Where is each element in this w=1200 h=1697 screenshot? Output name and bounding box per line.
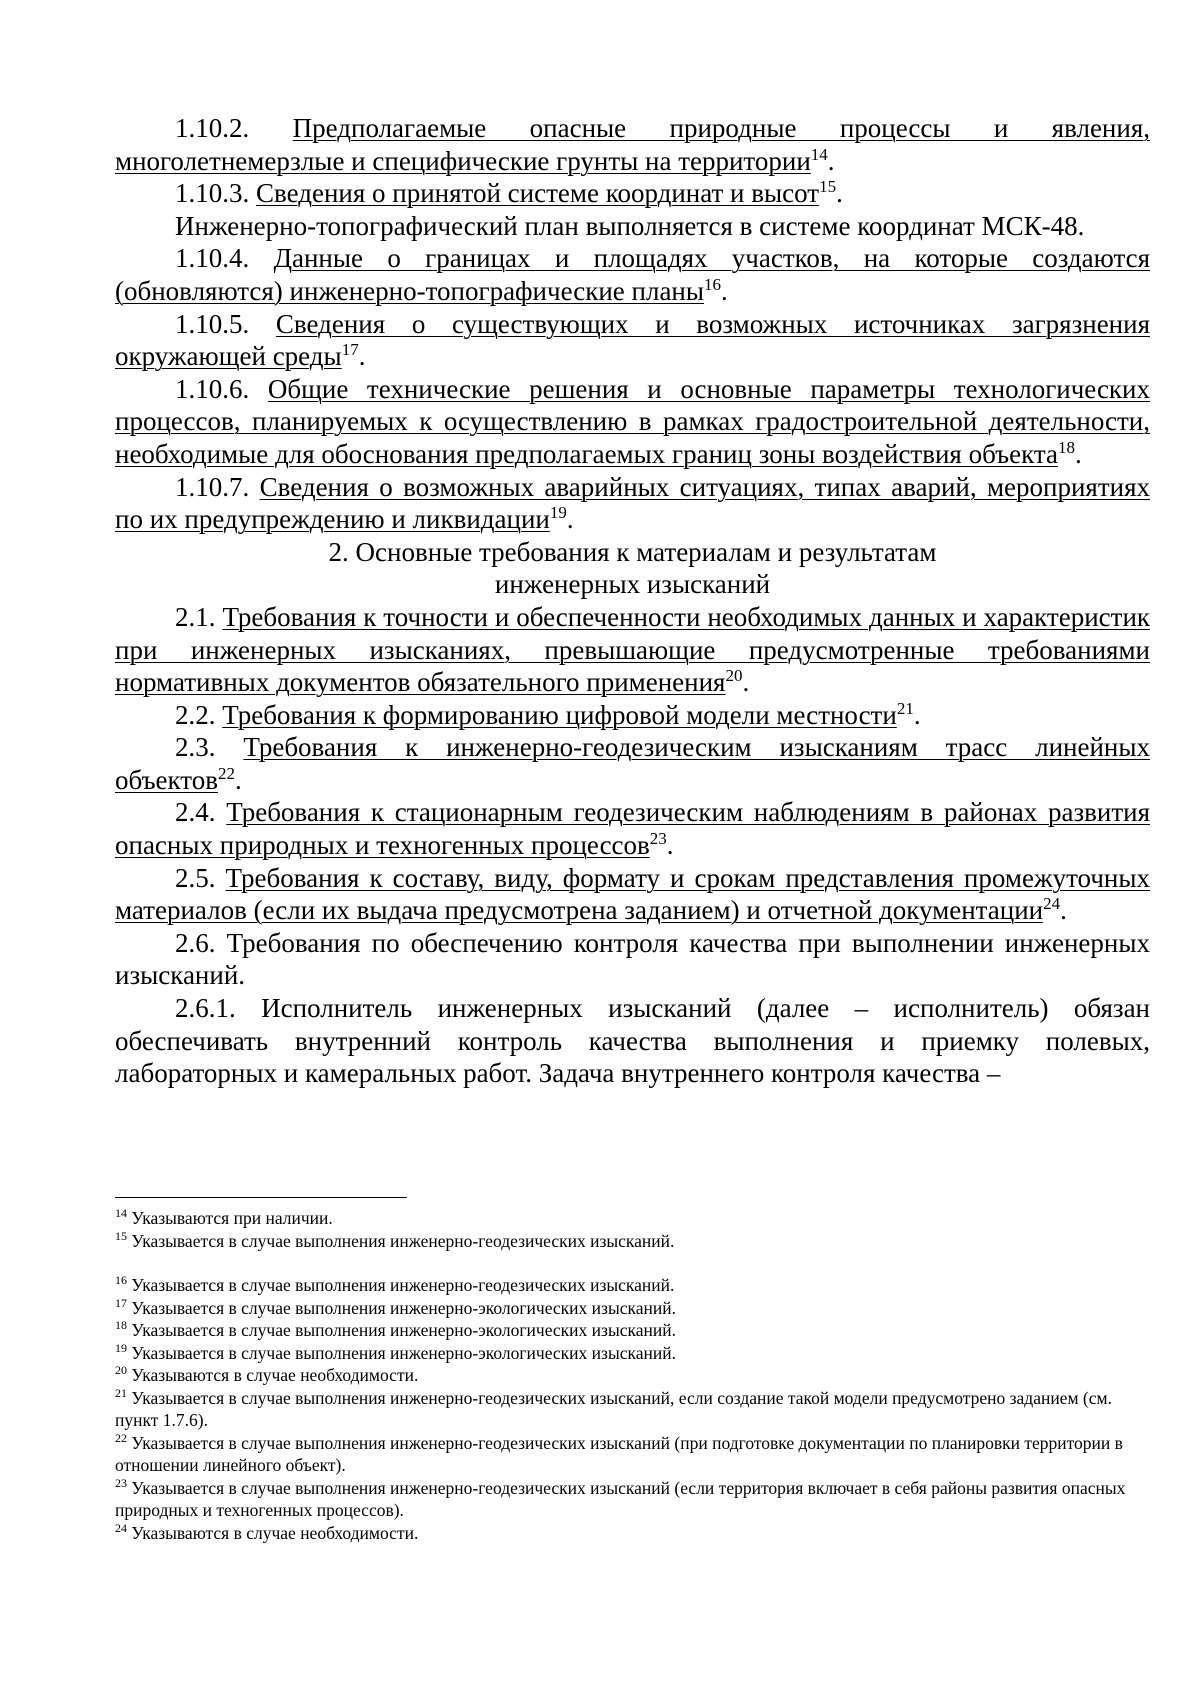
footnote-14: $^{14}$ Указываются при наличии.: [115, 1206, 333, 1228]
paragraph-text: Сведения о возможных аварийных ситуациях, типах аварий, мероприятиях по их предупреждению и ликвидации: [115, 471, 1151, 535]
paragraph-text: Требования к стационарным геодезическим наблюдениям в районах развития опасных природных и техногенных процессов: [115, 797, 1151, 861]
footnote-separator: [115, 1197, 407, 1198]
paragraph-text: Требования к формированию цифровой модели местности: [222, 699, 897, 730]
footnotes: [115, 1207, 1150, 1544]
footnote-20: $^{20}$ Указываются в случае необходимости.: [115, 1363, 419, 1385]
paragraph-2-6-1: 2.6.1. Исполнитель инженерных изысканий (далее – исполнитель) обязан обеспечивать внутренний контроль качества выполнения и приемку полевых, лабораторных и камеральных работ. Задача внутреннего контроля качества –: [115, 993, 1151, 1089]
paragraph-text: Требования по обеспечению контроля качества при выполнении инженерных изысканий.: [115, 927, 1151, 991]
footnote-19: $^{19}$ Указывается в случае выполнения инженерно-экологических изысканий.: [115, 1340, 676, 1363]
footnote-ref: 14: [810, 144, 828, 164]
paragraph-2-3: 2.3. Требования к инженерно-геодезическим изысканиям трасс линейных объектов$^{22}$.: [115, 732, 1151, 795]
footnote-ref: 21: [896, 698, 914, 718]
paragraph-text: Требования к составу, виду, формату и срокам представления промежуточных материалов (если их выдача предусмотрена заданием) и отчетной документации: [115, 862, 1151, 926]
footnote-ref: 22: [217, 763, 235, 783]
footnote-ref: 19: [549, 503, 567, 523]
paragraph-text: Данные о границах и площадях участков, на которые создаются (обновляются) инженерно-топографические планы: [115, 243, 1150, 306]
footnote-24: $^{24}$ Указываются в случае необходимости.: [115, 1520, 419, 1543]
paragraph-1-10-2: 1.10.2. Предполагаемые опасные природные процессы и явления, многолетнемерзлые и специфические грунты на территории$^{14}$.: [115, 113, 1150, 176]
paragraph-text: Предполагаемые опасные природные процессы и явления, многолетнемерзлые и специфические грунты на территории: [115, 113, 1150, 176]
footnote-15: $^{15}$ Указывается в случае выполнения инженерно-геодезических изысканий.: [115, 1228, 675, 1251]
footnote-ref: 17: [341, 340, 359, 360]
paragraph-2-1: 2.1. Требования к точности и обеспеченности необходимых данных и характеристик при инженерных изысканиях, превышающие предусмотренные требованиями нормативных документов обязательного применения$^{20}$.: [115, 601, 1151, 698]
paragraph-text: Требования к точности и обеспеченности необходимых данных и характеристик при инженерных изысканиях, превышающие предусмотренные требованиями нормативных документов обязательного применения: [115, 601, 1151, 698]
footnote-22: $^{22}$ Указывается в случае выполнения инженерно-геодезических изысканий (при подготовке документации по планировки территории в отношении линейного объект).: [115, 1430, 1123, 1475]
footnote-21: $^{21}$ Указывается в случае выполнения инженерно-геодезических изысканий, если создание такой модели предусмотрено заданием (см. пункт 1.7.6).: [115, 1385, 1112, 1430]
paragraph-2-6: 2.6. Требования по обеспечению контроля качества при выполнении инженерных изысканий.: [115, 927, 1151, 991]
footnote-ref: 15: [819, 177, 837, 197]
footnote-ref: 16: [704, 274, 722, 294]
paragraph-1-10-3: 1.10.3. Сведения о принятой системе координат и высот$^{15}$.: [175, 177, 843, 209]
footnote-ref: 18: [1057, 437, 1075, 457]
section-heading: 2. Основные требования к материалам и результатам инженерных изысканий: [328, 536, 937, 600]
paragraph-text: Инженерно-топографический план выполняется в системе координат МСК-48.: [175, 210, 1085, 241]
footnote-18: $^{18}$ Указывается в случае выполнения инженерно-экологических изысканий.: [115, 1318, 676, 1340]
paragraph-coordinate-system: [115, 210, 1150, 243]
paragraph-1-10-4: 1.10.4. Данные о границах и площадях участков, на которые создаются (обновляются) инженерно-топографические планы$^{16}$.: [115, 243, 1150, 306]
footnote-23: $^{23}$ Указывается в случае выполнения инженерно-геодезических изысканий (если территория включает в себя районы развития опасных природных и техногенных процессов).: [115, 1475, 1126, 1520]
paragraph-text: Сведения о принятой системе координат и высот: [256, 178, 820, 209]
paragraph-1-10-7: 1.10.7. Сведения о возможных аварийных ситуациях, типах аварий, мероприятиях по их предупреждению и ликвидации$^{19}$.: [115, 471, 1151, 535]
paragraph-text: Сведения о существующих и возможных источниках загрязнения окружающей среды: [115, 308, 1150, 372]
paragraph-text: Исполнитель инженерных изысканий (далее – исполнитель) обязан обеспечивать внутренний контроль качества выполнения и приемку полевых, лабораторных и камеральных работ. Задача внутреннего контроля качества –: [115, 993, 1151, 1089]
footnote-ref: 20: [725, 666, 743, 686]
paragraph-2-5: 2.5. Требования к составу, виду, формату и срокам представления промежуточных материалов (если их выдача предусмотрена заданием) и отчетной документации$^{24}$.: [115, 862, 1151, 926]
paragraph-2-2: 2.2. Требования к формированию цифровой модели местности$^{21}$.: [175, 698, 921, 730]
paragraph-text: Требования к инженерно-геодезическим изысканиям трасс линейных объектов: [115, 732, 1151, 795]
main-text: [115, 112, 1150, 1090]
footnote-17: $^{17}$ Указывается в случае выполнения инженерно-экологических изысканий.: [115, 1295, 676, 1318]
paragraph-1-10-5: 1.10.5. Сведения о существующих и возможных источниках загрязнения окружающей среды$^{17}$.: [115, 308, 1150, 372]
paragraph-2-4: 2.4. Требования к стационарным геодезическим наблюдениям в районах развития опасных природных и техногенных процессов$^{23}$.: [115, 797, 1151, 861]
paragraph-text: Общие технические решения и основные параметры технологических процессов, планируемых к осуществлению в рамках градостроительной деятельности, необходимые для обоснования предполагаемых границ зоны воздействия объекта: [115, 373, 1151, 469]
footnote-ref: 24: [1043, 894, 1061, 914]
footnote-ref: 23: [649, 829, 667, 849]
footnote-16: $^{16}$ Указывается в случае выполнения инженерно-геодезических изысканий.: [115, 1273, 675, 1295]
paragraph-1-10-6: 1.10.6. Общие технические решения и основные параметры технологических процессов, планируемых к осуществлению в рамках градостроительной деятельности, необходимые для обоснования предполагаемых границ зоны воздействия объекта$^{18}$.: [115, 373, 1151, 469]
